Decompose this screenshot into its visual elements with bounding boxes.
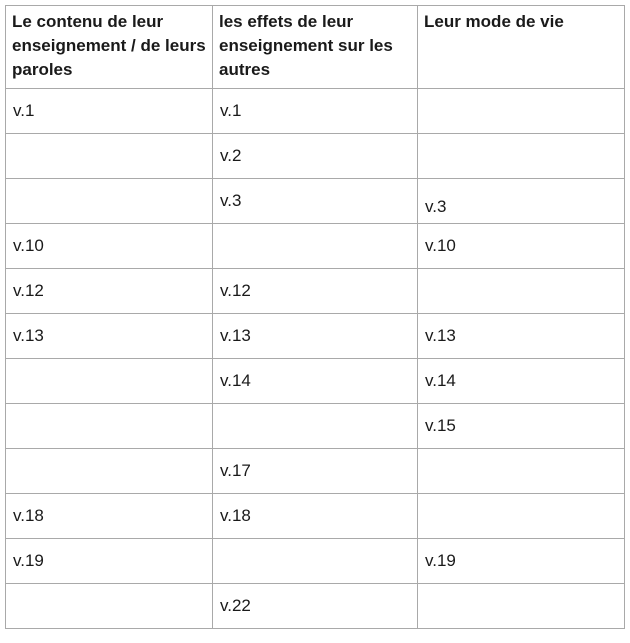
cell-effects <box>213 404 418 449</box>
table-row <box>6 314 625 359</box>
cell-lifestyle <box>418 269 625 314</box>
header-teaching-effects: les effets de leur enseignement sur les autres <box>213 6 418 89</box>
table-row <box>6 89 625 134</box>
table-row <box>6 539 625 584</box>
cell-effects: v.2 <box>213 134 418 179</box>
cell-content: v.1 <box>6 89 213 134</box>
comparison-table <box>5 5 625 629</box>
cell-lifestyle: v.19 <box>418 539 625 584</box>
header-way-of-life: Leur mode de vie <box>418 6 625 89</box>
table-row <box>6 494 625 539</box>
cell-effects: v.22 <box>213 584 418 629</box>
cell-lifestyle: v.15 <box>418 404 625 449</box>
cell-content: v.18 <box>6 494 213 539</box>
table-row <box>6 404 625 449</box>
cell-effects <box>213 539 418 584</box>
cell-lifestyle <box>418 494 625 539</box>
cell-content <box>6 359 213 404</box>
cell-effects: v.1 <box>213 89 418 134</box>
cell-effects: v.3 <box>213 179 418 224</box>
table-row <box>6 449 625 494</box>
cell-lifestyle <box>418 134 625 179</box>
table-row <box>6 269 625 314</box>
table-row <box>6 134 625 179</box>
table-header <box>6 6 625 89</box>
cell-effects: v.13 <box>213 314 418 359</box>
cell-lifestyle: v.10 <box>418 224 625 269</box>
cell-content: v.12 <box>6 269 213 314</box>
table-row <box>6 179 625 224</box>
cell-effects <box>213 224 418 269</box>
table-row <box>6 224 625 269</box>
cell-content: v.13 <box>6 314 213 359</box>
cell-effects: v.17 <box>213 449 418 494</box>
cell-content <box>6 179 213 224</box>
cell-effects: v.12 <box>213 269 418 314</box>
cell-lifestyle: v.13 <box>418 314 625 359</box>
header-row <box>6 6 625 89</box>
table-row <box>6 359 625 404</box>
cell-effects: v.14 <box>213 359 418 404</box>
table-body <box>6 89 625 629</box>
cell-content <box>6 134 213 179</box>
cell-content: v.10 <box>6 224 213 269</box>
cell-content: v.19 <box>6 539 213 584</box>
cell-lifestyle: v.14 <box>418 359 625 404</box>
cell-content <box>6 584 213 629</box>
cell-lifestyle <box>418 449 625 494</box>
cell-content <box>6 404 213 449</box>
cell-content <box>6 449 213 494</box>
table-row <box>6 584 625 629</box>
cell-lifestyle <box>418 89 625 134</box>
header-teaching-content: Le contenu de leur enseignement / de leurs paroles <box>6 6 213 89</box>
cell-lifestyle <box>418 584 625 629</box>
cell-lifestyle: v.3 <box>418 179 625 224</box>
cell-effects: v.18 <box>213 494 418 539</box>
